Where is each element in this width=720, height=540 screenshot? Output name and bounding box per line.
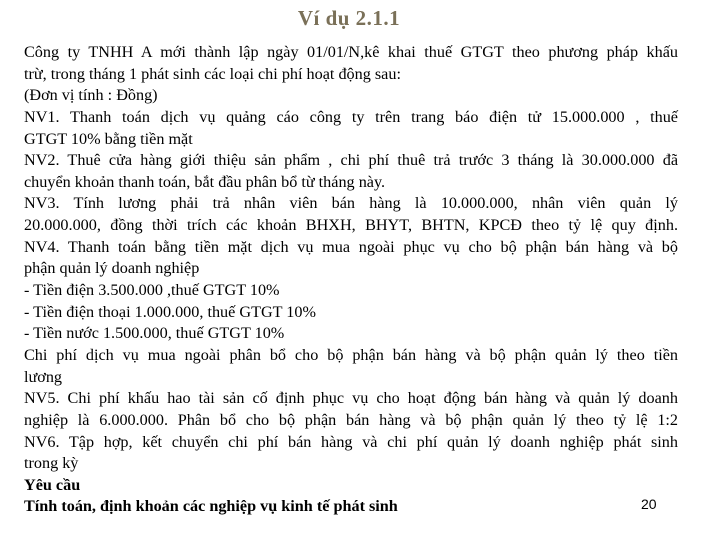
body-line: Công ty TNHH A mới thành lập ngày 01/01/N,kê khai thuế GTGT theo phương pháp khấu: [24, 43, 678, 61]
body-line: lương: [24, 367, 63, 386]
body-line: NV3. Tính lương phải trả nhân viên bán hàng là 10.000.000, nhân viên quản lý: [24, 194, 678, 213]
body-line: Chi phí dịch vụ mua ngoài phân bổ cho bộ phận bán hàng và bộ phận quản lý theo tiền: [24, 345, 678, 364]
body-line: chuyển khoản thanh toán, bắt đầu phân bổ từ tháng này.: [24, 172, 386, 191]
body-line: NV6. Tập hợp, kết chuyển chi phí bán hàng và chi phí quản lý doanh nghiệp phát sinh: [24, 432, 678, 451]
body-line: (Đơn vị tính : Đồng): [24, 86, 158, 105]
body-line: - Tiền nước 1.500.000, thuế GTGT 10%: [24, 324, 285, 343]
slide-title: [0, 6, 720, 31]
body-line: NV1. Thanh toán dịch vụ quảng cáo công ty trên trang báo điện tử 15.000.000 , thuế: [24, 107, 678, 126]
body-line: NV5. Chi phí khấu hao tài sản cố định phục vụ cho hoạt động bán hàng và quản lý doanh: [24, 389, 678, 408]
page-number: 20: [641, 496, 657, 512]
body-line: - Tiền điện 3.500.000 ,thuế GTGT 10%: [24, 281, 280, 300]
body-line: trong kỳ: [24, 454, 79, 473]
body-line: - Tiền điện thoại 1.000.000, thuế GTGT 10%: [24, 302, 316, 321]
slide-body: [24, 42, 678, 518]
body-line: GTGT 10% bằng tiền mặt: [24, 129, 193, 148]
body-line: NV4. Thanh toán bằng tiền mặt dịch vụ mua ngoài phục vụ cho bộ phận bán hàng và bộ: [24, 237, 678, 256]
requirement-heading: Yêu cầu: [24, 475, 81, 494]
body-line: nghiệp là 6.000.000. Phân bổ cho bộ phận bán hàng và bộ phận quản lý theo tỷ lệ 1:2: [24, 410, 678, 429]
body-line: phận quản lý doanh nghiệp: [24, 259, 200, 278]
body-line: 20.000.000, đồng thời trích các khoản BHXH, BHYT, BHTN, KPCĐ theo tỷ lệ quy định.: [24, 216, 678, 235]
slide-title-text: Ví dụ 2.1.1: [297, 6, 401, 30]
requirement-text: Tính toán, định khoản các nghiệp vụ kinh tế phát sinh: [24, 497, 398, 516]
body-line: trừ, trong tháng 1 phát sinh các loại chi phí hoạt động sau:: [24, 64, 401, 83]
body-line: NV2. Thuê cửa hàng giới thiệu sản phẩm , chi phí thuê trả trước 3 tháng là 30.000.000 đã: [24, 151, 678, 170]
